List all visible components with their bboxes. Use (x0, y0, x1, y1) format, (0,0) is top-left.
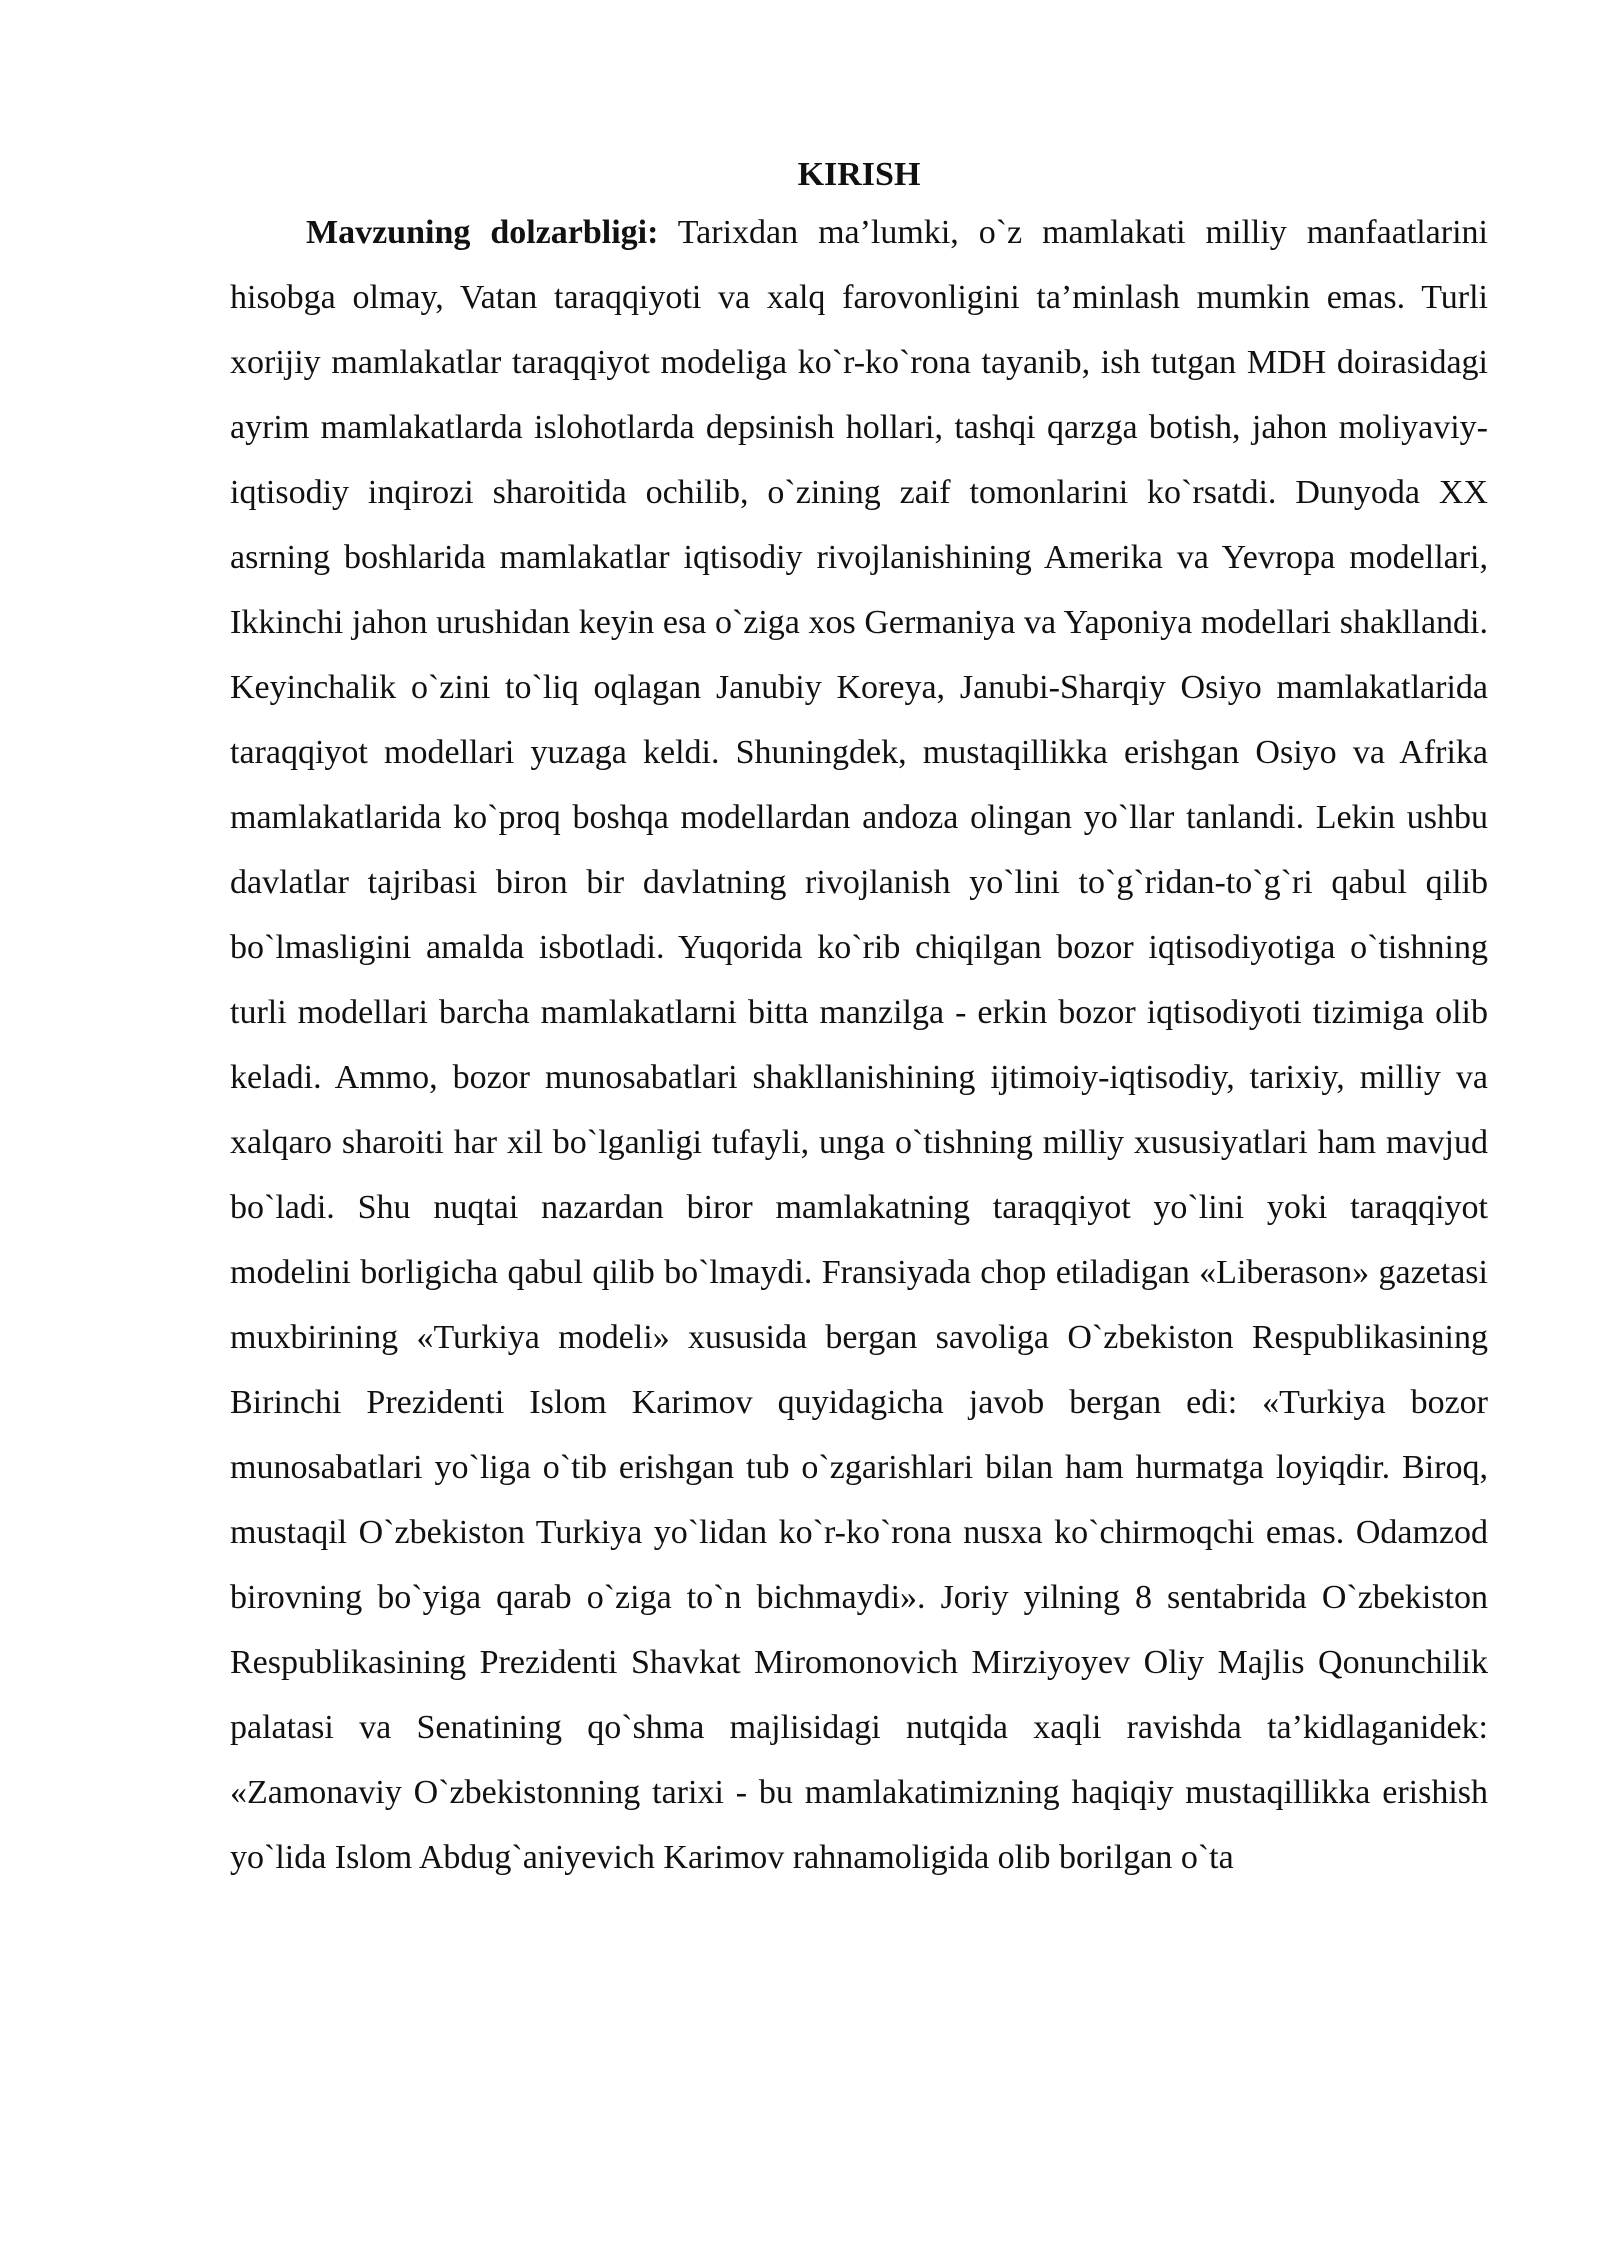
document-content (230, 150, 1488, 1890)
paragraph-text: Tarixdan ma’lumki, o`z mamlakati milliy manfaatlarini hisobga olmay, Vatan taraqqiyoti va xalq farovonligini ta’minlash mumkin emas. Turli xorijiy mamlakatlar taraqqiyot modeliga ko`r-ko`rona tayanib, ish tutgan MDH doirasidagi ayrim mamlakatlarda islohotlarda depsinish hollari, tashqi qarzga botish, jahon moliyaviy-iqtisodiy inqirozi sharoitida ochilib, o`zining zaif tomonlarini ko`rsatdi. Dunyoda XX asrning boshlarida mamlakatlar iqtisodiy rivojlanishining Amerika va Yevropa modellari, Ikkinchi jahon urushidan keyin esa o`ziga xos Germaniya va Yaponiya modellari shakllandi. Keyinchalik o`zini to`liq oqlagan Janubiy Koreya, Janubi-Sharqiy Osiyo mamlakatlarida taraqqiyot modellari yuzaga keldi. Shuningdek, mustaqillikka erishgan Osiyo va Afrika mamlakatlarida ko`proq boshqa modellardan andoza olingan yo`llar tanlandi. Lekin ushbu davlatlar tajribasi biron bir davlatning rivojlanish yo`lini to`g`ridan-to`g`ri qabul qilib bo`lmasligini amalda isbotladi. Yuqorida ko`rib chiqilgan bozor iqtisodiyotiga o`tishning turli modellari barcha mamlakatlarni bitta manzilga - erkin bozor iqtisodiyoti tizimiga olib keladi. Ammo, bozor munosabatlari shakllanishining ijtimoiy-iqtisodiy, tarixiy, milliy va xalqaro sharoiti har xil bo`lganligi tufayli, unga o`tishning milliy xususiyatlari ham mavjud bo`ladi. Shu nuqtai nazardan biror mamlakatning taraqqiyot yo`lini yoki taraqqiyot modelini borligicha qabul qilib bo`lmaydi. Fransiyada chop etiladigan «Liberason» gazetasi muxbirining «Turkiya modeli» xususida bergan savoliga O`zbekiston Respublikasining Birinchi Prezidenti Islom Karimov quyidagicha javob bergan edi: «Turkiya bozor munosabatlari yo`liga o`tib erishgan tub o`zgarishlari bilan ham hurmatga loyiqdir. Biroq, mustaqil O`zbekiston Turkiya yo`lidan ko`r-ko`rona nusxa ko`chirmoqchi emas. Odamzod birovning bo`yiga qarab o`ziga to`n bichmaydi». Joriy yilning 8 sentabrida O`zbekiston Respublikasining Prezidenti Shavkat Miromonovich Mirziyoyev Oliy Majlis Qonunchilik palatasi va Senatining qo`shma majlisidagi nutqida xaqli ravishda ta’kidlaganidek: «Zamonaviy O`zbekistonning tarixi - bu mamlakatimizning haqiqiy mustaqillikka erishish yo`lida Islom Abdug`aniyevich Karimov rahnamoligida olib borilgan o`ta (230, 214, 1488, 1876)
paragraph-lead: Mavzuning dolzarbligi: (306, 214, 659, 251)
body-paragraph (230, 200, 1488, 1890)
page-title: KIRISH (797, 156, 921, 193)
